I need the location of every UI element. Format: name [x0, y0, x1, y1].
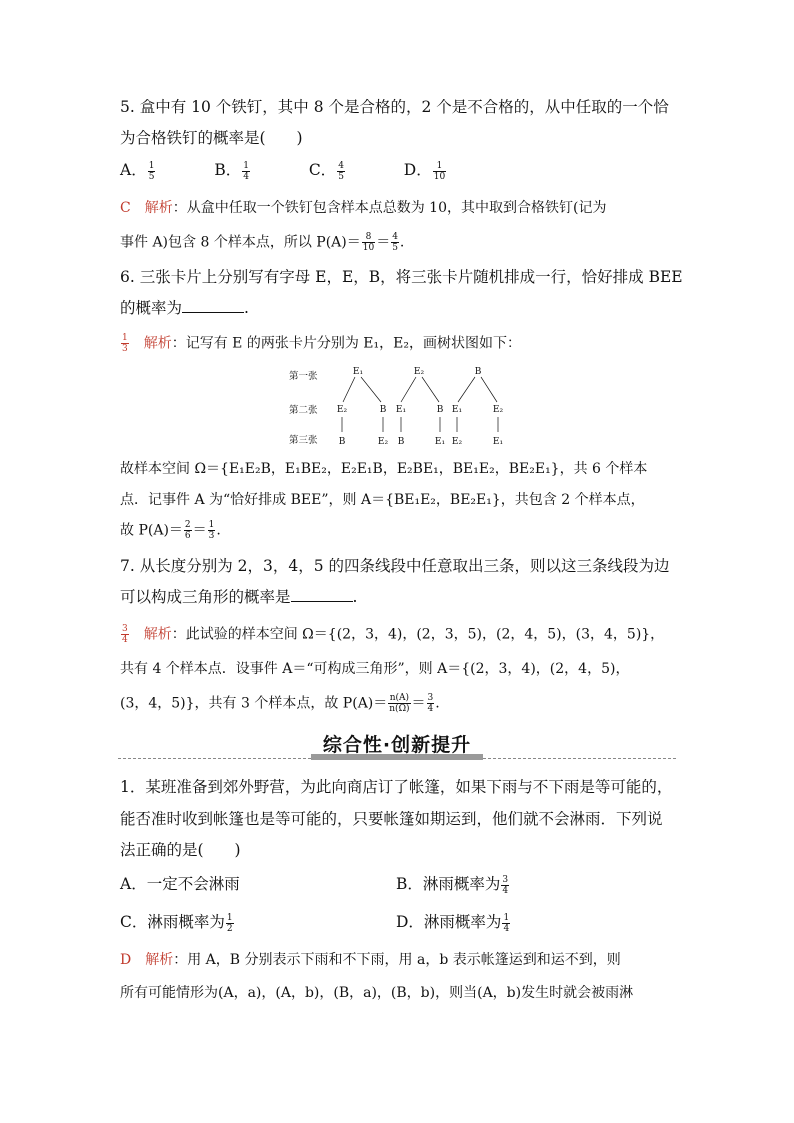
p1-analysis-label: 解析: [145, 952, 174, 968]
q7-analysis-label: 解析: [143, 626, 172, 643]
q5-stem-line1: 5. 盒中有 10 个铁钉，其中 8 个是合格的，2 个是不合格的，从中任取的一个恰: [120, 98, 669, 116]
tree-diagram: [285, 362, 515, 452]
p1-option-c[interactable]: C．淋雨概率为 $\frac{1}{2}$: [120, 912, 233, 934]
q5-option-d[interactable]: D． $\frac{1}{10}$: [403, 160, 446, 182]
tree-branch: [422, 377, 439, 402]
tree-third-2: E₂: [377, 437, 389, 447]
q5-option-a[interactable]: A． $\frac{1}{5}$: [120, 160, 155, 182]
q5-stem-line2: 为合格铁钉的概率是( ): [120, 129, 303, 147]
tree-branch: [481, 377, 497, 402]
q5-option-b[interactable]: B． $\frac{1}{4}$: [214, 160, 249, 182]
q5-analysis-line1: C 解析：从盒中任取一个铁钉包含样本点总数为 10，其中取到合格铁钉(记为: [120, 200, 607, 216]
p1-analysis-line2: 所有可能情形为(A，a)，(A，b)，(B，a)，(B，b)，则当(A，b)发生时就会被雨淋: [120, 985, 634, 1001]
tree-second-5: E₁: [451, 405, 463, 415]
tree-branch: [343, 377, 355, 402]
q5-analysis-line2: 事件 A)包含 8 个样本点，所以 P(A)＝ $\frac{8}{10}$ ＝ $\frac{4}{5}$ .: [120, 232, 405, 253]
q6-sample-line1: 故样本空间 Ω＝{E₁E₂B，E₁BE₂，E₂E₁B，E₂BE₁，BE₁E₂，BE₂E₁}，共 6 个样本: [120, 461, 648, 477]
tree-second-6: E₂: [492, 405, 504, 415]
q6-sample-line3: 故 P(A)＝ $\frac{2}{6}$ ＝ $\frac{1}{3}$ .: [120, 520, 221, 541]
section-header: [118, 734, 676, 762]
q6-stem-line2: 的概率为 .: [120, 299, 249, 317]
p1-answer: D: [120, 952, 132, 968]
tree-row1-label: 第一张: [289, 371, 318, 382]
p1-analysis-line1: D 解析：用 A，B 分别表示下雨和不下雨，用 a，b 表示帐篷运到和运不到，则: [120, 952, 621, 968]
p1-stem-line1: 1．某班准备到郊外野营，为此向商店订了帐篷，如果下雨与不下雨是等可能的，: [120, 778, 673, 796]
tree-second-4: B: [436, 405, 444, 415]
tree-root-3: B: [474, 367, 482, 377]
q5-options: [120, 160, 447, 182]
q7-stem-line1: 7. 从长度分别为 2，3，4，5 的四条线段中任意取出三条，则以这三条线段为边: [120, 557, 670, 575]
q7-analysis-line1: $\frac{3}{4}$ 解析：此试验的样本空间 Ω＝{(2，3，4)，(2，3，5)，(2，4，5)，(3，4，5)}，: [122, 624, 665, 645]
tree-second-2: B: [379, 405, 387, 415]
p1-option-d[interactable]: D．淋雨概率为 $\frac{1}{4}$: [396, 912, 510, 934]
tree-branch: [458, 377, 475, 402]
p1-option-b[interactable]: B．淋雨概率为 $\frac{3}{4}$: [396, 874, 509, 896]
q6-answer-blank[interactable]: [182, 298, 244, 313]
section-title: 综合性·创新提升: [322, 734, 472, 756]
q6-answer: $\frac{1}{3}$: [122, 333, 128, 354]
q6-analysis-line1: $\frac{1}{3}$ 解析：记写有 E 的两张卡片分别为 E₁，E₂，画树状图如下：: [122, 333, 521, 354]
p1-stem-line2: 能否准时收到帐篷也是等可能的，只要帐篷如期运到，他们就不会淋雨．下列说: [120, 810, 663, 828]
tree-third-5: E₂: [451, 437, 463, 447]
tree-root-1: E₁: [352, 367, 364, 377]
q5-option-c[interactable]: C． $\frac{4}{5}$: [308, 160, 344, 182]
tree-root-2: E₂: [413, 367, 425, 377]
tree-third-6: E₁: [492, 437, 504, 447]
tree-third-1: B: [338, 437, 346, 447]
q7-answer-blank[interactable]: [291, 587, 353, 602]
tree-branch: [401, 377, 416, 402]
tree-row3-label: 第三张: [289, 435, 318, 446]
tree-second-3: E₁: [395, 405, 407, 415]
tree-third-4: E₁: [434, 437, 446, 447]
q7-answer: $\frac{3}{4}$: [122, 624, 128, 645]
p1-option-a[interactable]: A．一定不会淋雨: [120, 875, 240, 893]
q7-analysis-line2: 共有 4 个样本点．设事件 A＝“可构成三角形”，则 A＝{(2，3，4)，(2，4，5)，: [120, 661, 630, 677]
q5-analysis-label: 解析: [144, 200, 173, 216]
tree-third-3: B: [397, 437, 405, 447]
p1-stem-line3: 法正确的是( ): [120, 841, 241, 859]
q5-answer: C: [120, 200, 131, 216]
tree-second-1: E₂: [336, 405, 348, 415]
tree-row2-label: 第二张: [289, 405, 318, 416]
q7-analysis-line3: (3，4，5)}，共有 3 个样本点，故 P(A)＝ $\frac{n(A)}{n(\Omega)}$ ＝ $\frac{3}{4}$ .: [120, 693, 440, 714]
q7-stem-line2: 可以构成三角形的概率是 .: [120, 588, 358, 606]
q6-analysis-label: 解析: [143, 335, 172, 352]
q6-sample-line2: 点．记事件 A 为“恰好排成 BEE”，则 A＝{BE₁E₂，BE₂E₁}，共包含 2 个样本点，: [120, 492, 645, 508]
tree-branch: [361, 377, 381, 402]
q6-stem-line1: 6. 三张卡片上分别写有字母 E，E，B，将三张卡片随机排成一行，恰好排成 BEE: [120, 268, 683, 286]
